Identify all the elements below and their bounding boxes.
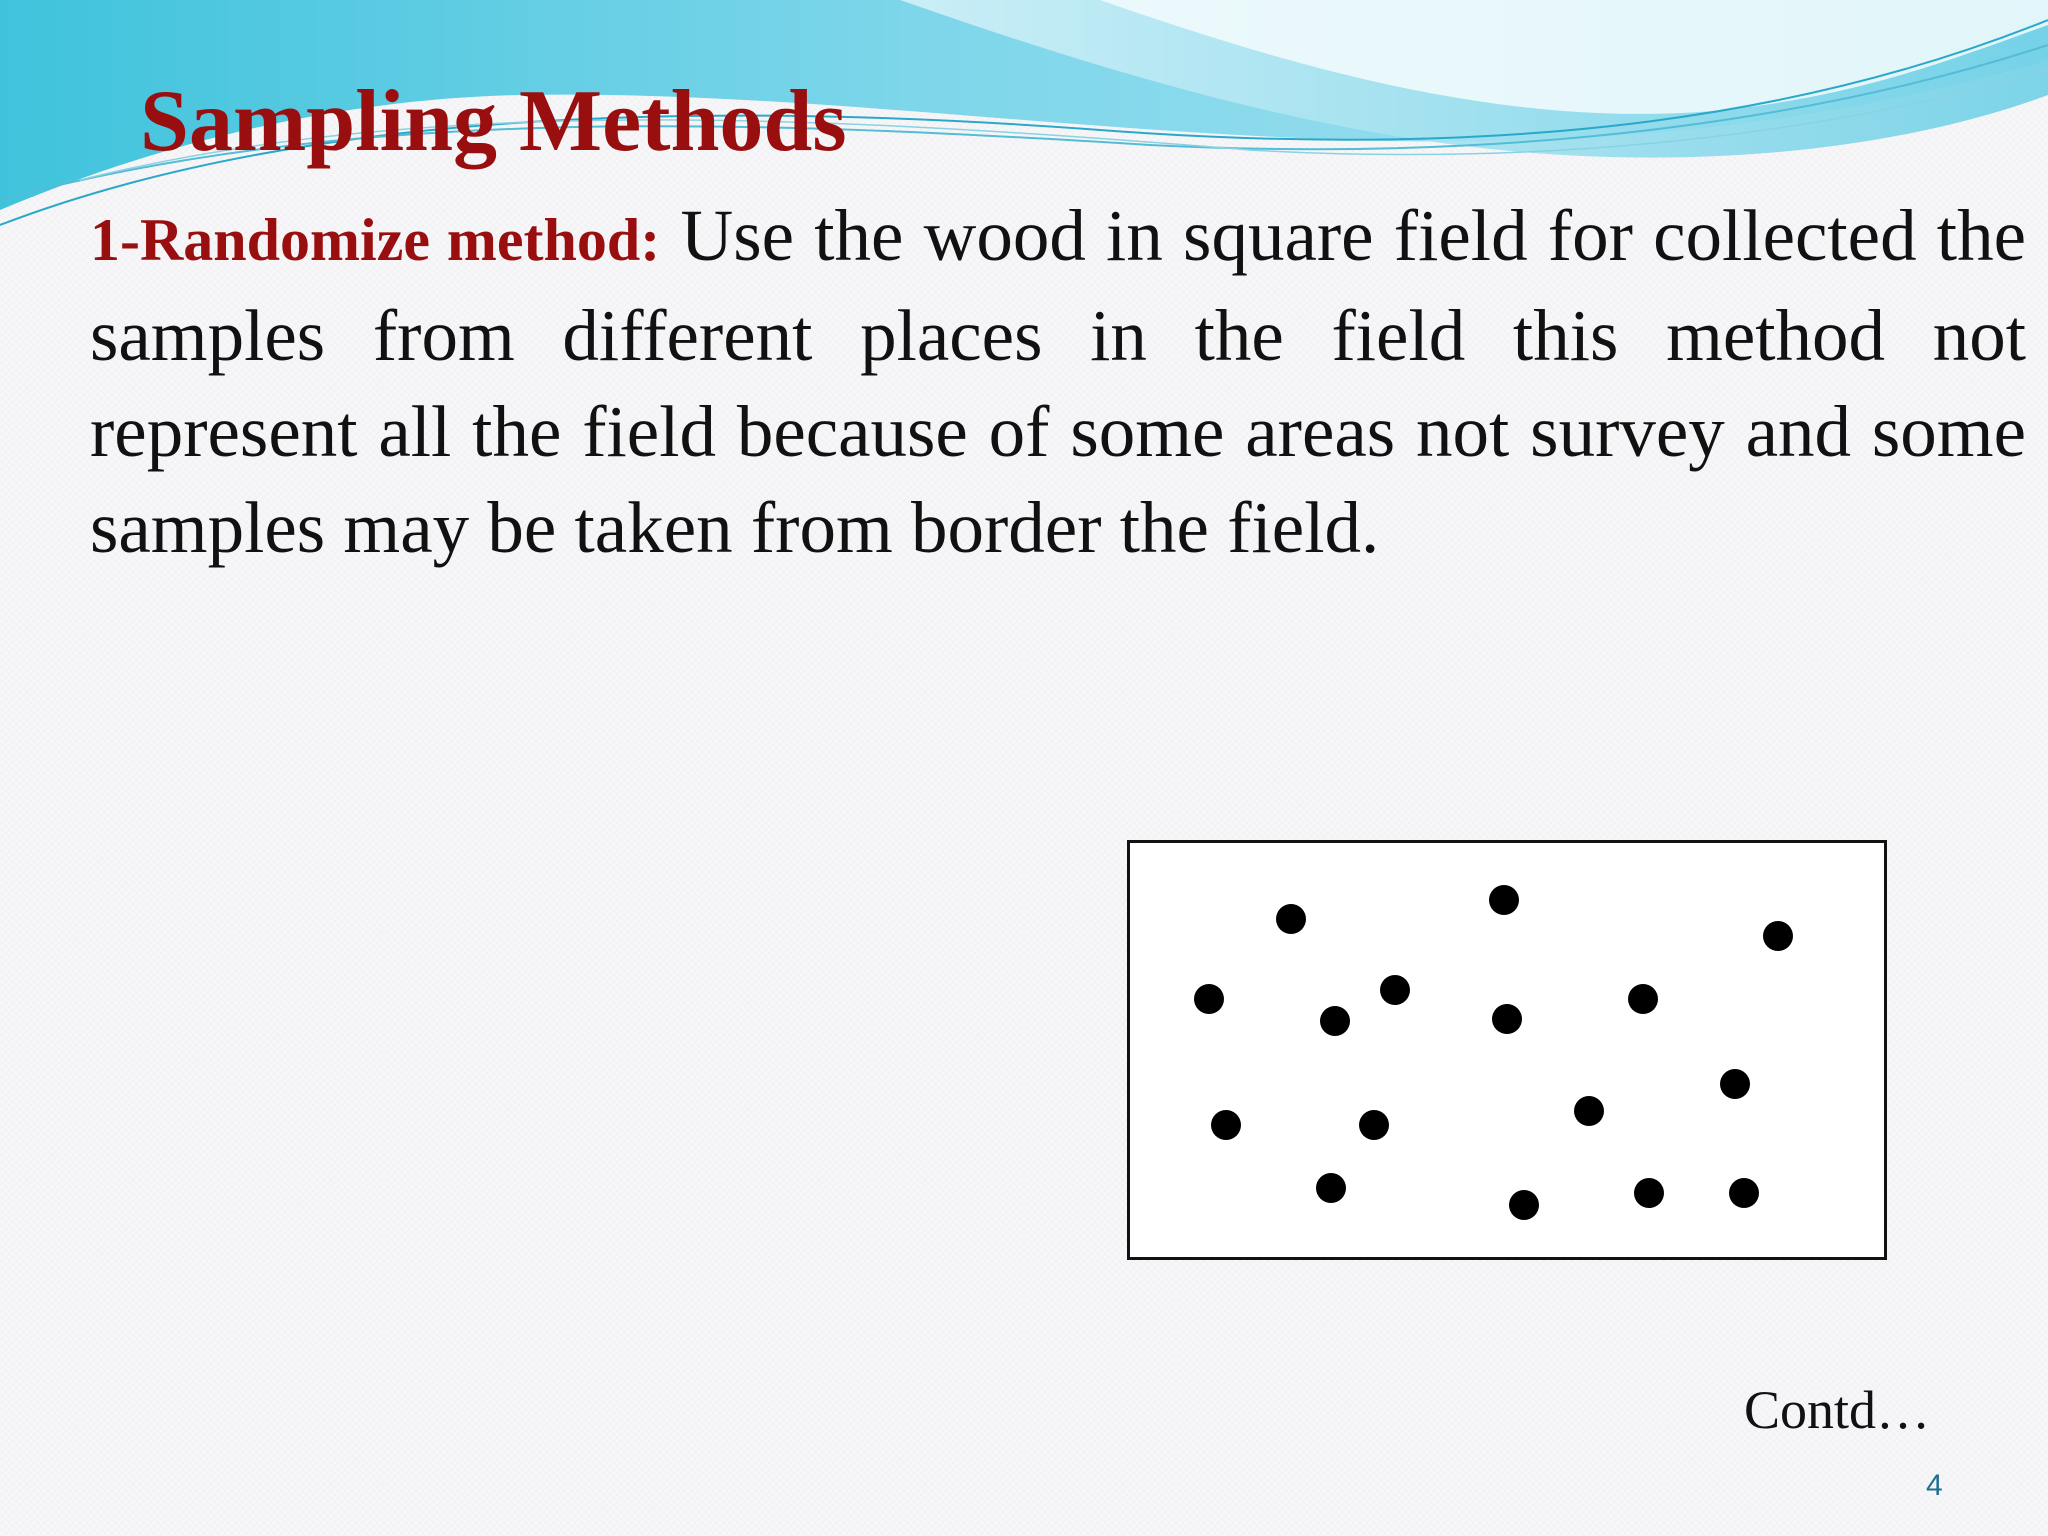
page-number: 4 xyxy=(1926,1469,1943,1502)
sample-point xyxy=(1211,1110,1241,1140)
sample-point xyxy=(1729,1178,1759,1208)
sample-point xyxy=(1763,921,1793,951)
sample-point xyxy=(1276,904,1306,934)
method-label: 1-Randomize method: xyxy=(90,207,661,273)
sample-point xyxy=(1574,1096,1604,1126)
sample-point xyxy=(1720,1069,1750,1099)
sample-point xyxy=(1489,885,1519,915)
sample-point xyxy=(1359,1110,1389,1140)
continued-label: Contd… xyxy=(1744,1380,1931,1440)
sample-point xyxy=(1316,1173,1346,1203)
slide-title: Sampling Methods xyxy=(140,73,847,170)
method-description xyxy=(90,188,2026,576)
sample-point xyxy=(1194,984,1224,1014)
sample-point xyxy=(1628,984,1658,1014)
sample-point xyxy=(1509,1190,1539,1220)
random-sampling-field-diagram xyxy=(1127,840,1887,1260)
sample-point xyxy=(1492,1004,1522,1034)
method-text: Use the wood in square field for collected the samples from different places in the field this method not represent all the field because of some areas not survey and some samples may be taken from border the field. xyxy=(90,195,2026,568)
sample-point xyxy=(1634,1178,1664,1208)
sample-point xyxy=(1380,975,1410,1005)
sample-point xyxy=(1320,1006,1350,1036)
